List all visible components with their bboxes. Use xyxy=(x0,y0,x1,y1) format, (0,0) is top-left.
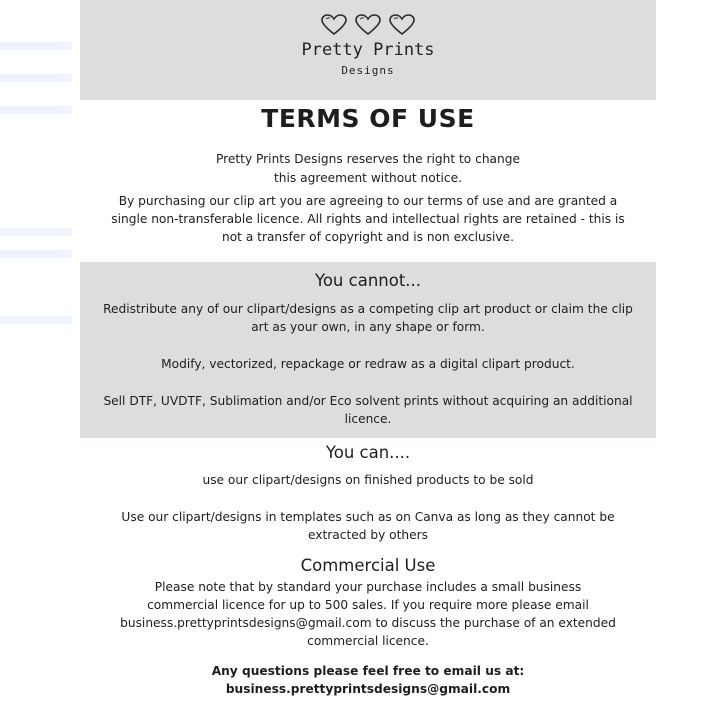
commercial-text: Please note that by standard your purchase includes a small business commercial licence for up to 500 sales. If you require more please email business.prettyprintsdesigns@gmail.com to discuss the purchase of an extended commercial licence. xyxy=(120,580,616,648)
contact-line: Any questions please feel free to email us at: xyxy=(211,664,525,678)
heart-icon xyxy=(389,14,415,36)
brand-subtitle: Designs xyxy=(341,64,395,77)
heart-icon xyxy=(321,14,347,36)
page-title: TERMS OF USE xyxy=(261,104,475,133)
can-item-2: Use our clipart/designs in templates such as on Canva as long as they cannot be extracted by others xyxy=(121,510,615,542)
faint-artifact xyxy=(0,250,72,258)
terms-document xyxy=(80,0,656,720)
faint-artifact xyxy=(0,106,72,114)
faint-artifact xyxy=(0,74,72,82)
intro-line-2: this agreement without notice. xyxy=(274,171,462,185)
commercial-heading: Commercial Use xyxy=(300,556,436,575)
cannot-item-3: Sell DTF, UVDTF, Sublimation and/or Eco solvent prints without acquiring an additional licence. xyxy=(103,394,633,426)
logo-hearts xyxy=(80,14,656,36)
can-heading: You can.... xyxy=(325,443,411,462)
faint-artifact xyxy=(0,316,72,324)
intro-line-1: Pretty Prints Designs reserves the right to change xyxy=(216,152,520,166)
faint-artifact xyxy=(0,228,72,236)
contact-email[interactable]: business.prettyprintsdesigns@gmail.com xyxy=(225,682,511,696)
can-item-1: use our clipart/designs on finished products to be sold xyxy=(202,473,534,487)
intro-paragraph: By purchasing our clip art you are agreeing to our terms of use and are granted a single non-transferable licence. All rights and intellectual rights are retained - this is not a transfer of copyright and is non exclusive. xyxy=(111,194,625,244)
cannot-item-2: Modify, vectorized, repackage or redraw as a digital clipart product. xyxy=(161,357,575,371)
cannot-item-1: Redistribute any of our clipart/designs as a competing clip art product or claim the clip art as your own, in any shape or form. xyxy=(103,302,633,334)
brand-name: Pretty Prints xyxy=(301,40,435,60)
heart-icon xyxy=(355,14,381,36)
faint-artifact xyxy=(0,42,72,50)
cannot-heading: You cannot... xyxy=(314,271,422,290)
